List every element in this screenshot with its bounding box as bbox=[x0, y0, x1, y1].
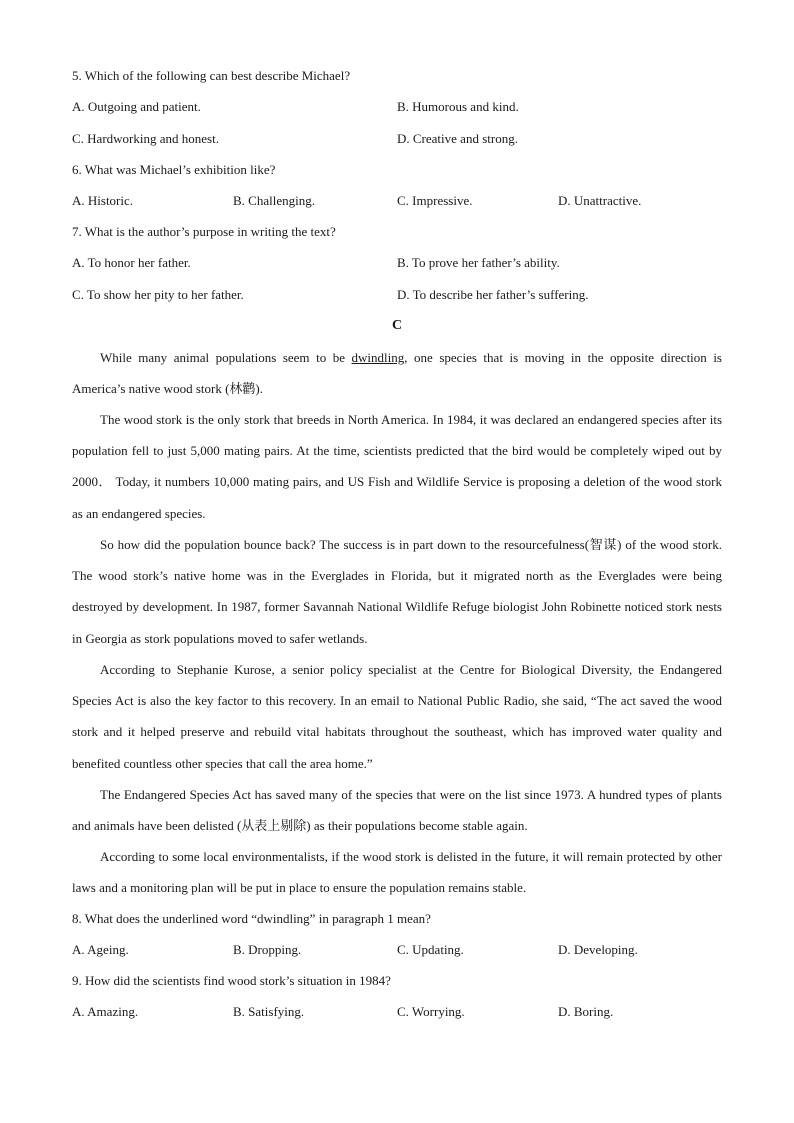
question-7-option-b: B. To prove her father’s ability. bbox=[397, 255, 560, 270]
question-7-option-d: D. To describe her father’s suffering. bbox=[397, 287, 589, 302]
passage-paragraph-6: According to some local environmentalists, if the wood stork is delisted in the future, it will remain protected by other laws and a monitoring plan will be put in place to ensure the population remains stable. bbox=[72, 849, 722, 896]
passage-paragraph-3: So how did the population bounce back? The success is in part down to the resourcefulness(智谋) of the wood stork. The wood stork’s native home was in the Everglades in Florida, but it migrated north as the Everglades were being destroyed by development. In 1987, former Savannah National Wildlife Refuge biologist John Robinette noticed stork nests in Georgia as stork populations moved to safer wetlands. bbox=[72, 537, 722, 646]
passage-paragraph-4: According to Stephanie Kurose, a senior policy specialist at the Centre for Biological Diversity, the Endangered Species Act is also the key factor to this recovery. In an email to National Public Radio, she said, “The act saved the wood stork and it helped preserve and rebuild vital habitats throughout the southeast, which has improved water quality and benefited countless other species that call the area home.” bbox=[72, 662, 722, 771]
question-9-option-a: A. Amazing. bbox=[72, 1004, 139, 1019]
question-8-option-a: A. Ageing. bbox=[72, 942, 129, 957]
question-5-option-a: A. Outgoing and patient. bbox=[72, 99, 201, 114]
question-6-option-c: C. Impressive. bbox=[397, 193, 473, 208]
question-5-stem: 5. Which of the following can best describe Michael? bbox=[72, 68, 351, 83]
question-7-stem: 7. What is the author’s purpose in writing the text? bbox=[72, 224, 336, 239]
question-6-option-d: D. Unattractive. bbox=[558, 193, 642, 208]
question-8-option-b: B. Dropping. bbox=[233, 942, 302, 957]
underlined-word: dwindling bbox=[351, 350, 405, 365]
question-8-option-d: D. Developing. bbox=[558, 942, 638, 957]
question-5-option-b: B. Humorous and kind. bbox=[397, 99, 519, 114]
question-6-stem: 6. What was Michael’s exhibition like? bbox=[72, 162, 276, 177]
paragraph-1-text-before: While many animal populations seem to be bbox=[100, 350, 352, 365]
question-6-option-a: A. Historic. bbox=[72, 193, 134, 208]
question-7-option-c: C. To show her pity to her father. bbox=[72, 287, 244, 302]
question-8-option-c: C. Updating. bbox=[397, 942, 464, 957]
question-9-option-b: B. Satisfying. bbox=[233, 1004, 305, 1019]
paragraph-1-text-after: , one species that is moving in the opposite direction is America’s native wood stork (林鹳). bbox=[72, 350, 722, 397]
question-9-stem: 9. How did the scientists find wood stork’s situation in 1984? bbox=[72, 973, 391, 988]
passage-paragraph-1 bbox=[72, 342, 722, 404]
passage-paragraph-5: The Endangered Species Act has saved many of the species that were on the list since 1973. A hundred types of plants and animals have been delisted (从表上剔除) as their populations become stable again. bbox=[72, 787, 722, 834]
question-9-option-c: C. Worrying. bbox=[397, 1004, 465, 1019]
question-5-option-c: C. Hardworking and honest. bbox=[72, 131, 219, 146]
question-6-option-b: B. Challenging. bbox=[233, 193, 315, 208]
question-8-stem: 8. What does the underlined word “dwindling” in paragraph 1 mean? bbox=[72, 911, 431, 926]
section-heading: C bbox=[391, 318, 403, 333]
question-9-option-d: D. Boring. bbox=[558, 1004, 614, 1019]
passage-paragraph-2: The wood stork is the only stork that breeds in North America. In 1984, it was declared an endangered species after its population fell to just 5,000 mating pairs. At the time, scientists predicted that the bird would be completely wiped out by 2000． Today, it numbers 10,000 mating pairs, and US Fish and Wildlife Service is proposing a deletion of the wood stork as an endangered species. bbox=[72, 412, 722, 521]
question-7-option-a: A. To honor her father. bbox=[72, 255, 191, 270]
question-5-option-d: D. Creative and strong. bbox=[397, 131, 518, 146]
